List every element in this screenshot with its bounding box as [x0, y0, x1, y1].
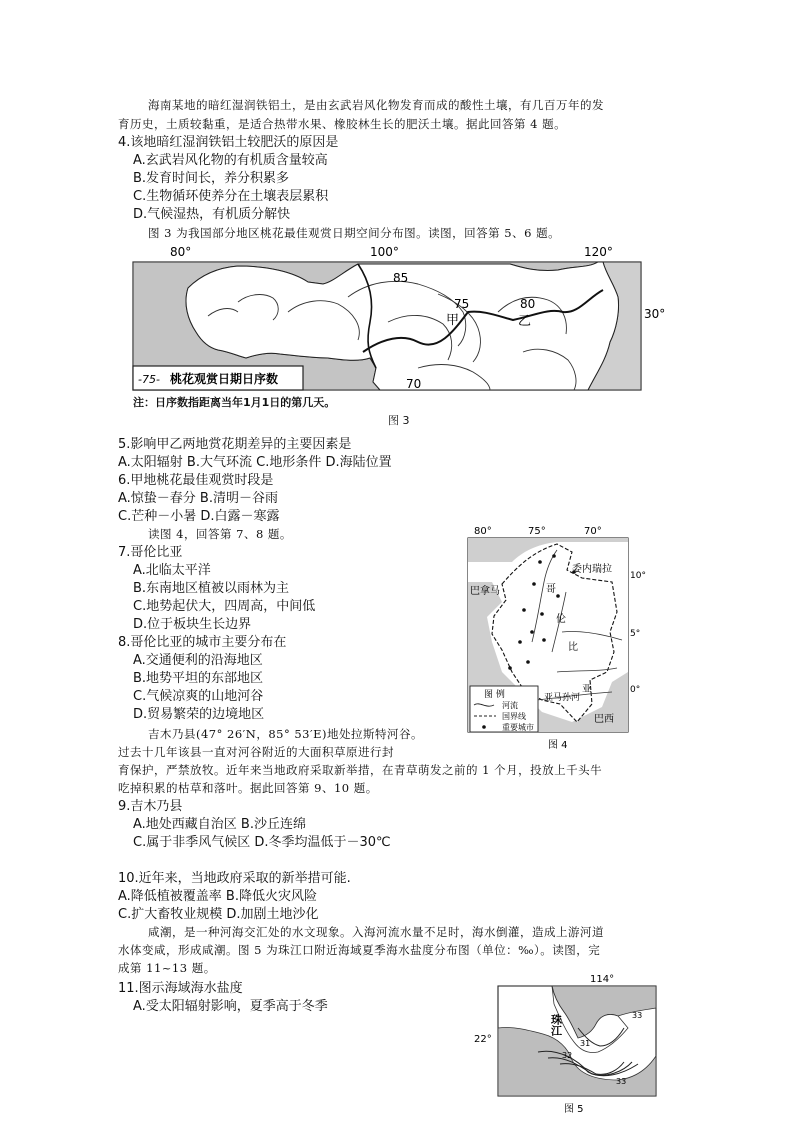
intro-text-4c: 育保护，严禁放牧。近年来当地政府采取新举措，在青草萌发之前的 1 个月，投放上千头牛	[118, 763, 603, 777]
figure-3-map	[118, 242, 678, 412]
intro-text-4d: 吃掉积累的枯草和落叶。据此回答第 9、10 题。	[118, 781, 378, 795]
fig5-iso-label: 31	[580, 1039, 591, 1048]
intro-text-5: 咸潮，是一种河海交汇处的水文现象。入海河流水量不足时，海水倒灌，造成上游河道	[148, 925, 604, 939]
fig5-lat-label: 22°	[474, 1034, 492, 1045]
fig3-isoline-label: 70	[406, 377, 422, 391]
q4-stem: 4.该地暗红湿润铁铝土较肥沃的原因是	[118, 135, 339, 150]
fig4-caption: 图 4	[548, 740, 568, 751]
q9-option: A.地处西藏自治区 B.沙丘连绵	[133, 817, 306, 832]
colombia-char: 比	[568, 642, 578, 653]
q8-option: C.气候凉爽的山地河谷	[133, 689, 264, 704]
fig5-iso-label: 33	[632, 1011, 643, 1020]
q6-stem: 6.甲地桃花最佳观赏时段是	[118, 473, 274, 488]
brazil-label: 巴西	[594, 714, 614, 725]
q5-stem: 5.影响甲乙两地赏花期差异的主要因素是	[118, 437, 352, 452]
q7-option: B.东南地区植被以雨林为主	[133, 581, 290, 596]
q11-option: A.受太阳辐射影响，夏季高于冬季	[133, 999, 328, 1014]
colombia-char: 亚	[582, 684, 592, 695]
q10-option: A.降低植被覆盖率 B.降低火灾风险	[118, 889, 317, 904]
amazon-label: 亚马孙河	[544, 693, 581, 703]
q4-option: A.玄武岩风化物的有机质含量较高	[133, 153, 328, 168]
q7-option: D.位于板块生长边界	[133, 617, 252, 632]
q8-stem: 8.哥伦比亚的城市主要分布在	[118, 635, 287, 650]
figure-4-map	[462, 522, 662, 752]
fig4-lon-label: 80°	[474, 526, 492, 537]
q8-option: D.贸易繁荣的边境地区	[133, 707, 265, 722]
place-yi: 乙	[518, 314, 532, 329]
fig4-lat-label: 5°	[630, 629, 641, 639]
fig4-legend-title: 图 例	[484, 690, 505, 700]
q9-option: C.属于非季风气候区 D.冬季均温低于－30℃	[133, 835, 391, 850]
fig4-lat-label: 10°	[630, 571, 646, 581]
fig5-iso-label: 33	[616, 1077, 627, 1086]
fig4-lat-label: 0°	[630, 685, 641, 695]
q10-option: C.扩大畜牧业规模 D.加剧土地沙化	[118, 907, 319, 922]
intro-text-5c: 成第 11~13 题。	[118, 961, 216, 975]
fig5-river-label: 珠江	[549, 1014, 563, 1036]
fig4-legend-river: 河流	[502, 701, 518, 710]
fig3-note: 注：日序数指距离当年1月1日的第几天。	[133, 396, 336, 409]
q9-stem: 9.吉木乃县	[118, 799, 183, 814]
fig3-lon-label: 120°	[584, 245, 613, 259]
fig4-legend-city: 重要城市	[502, 723, 534, 732]
q4-option: B.发育时间长，养分积累多	[133, 171, 290, 186]
colombia-char: 哥	[546, 584, 556, 595]
venezuela-label: 委内瑞拉	[572, 564, 612, 575]
intro-text-1: 海南某地的暗红湿润铁铝土，是由玄武岩风化物发育而成的酸性土壤，有几百万年的发	[148, 98, 604, 112]
figure-5-map	[468, 968, 668, 1118]
q6-option: C.芒种－小暑 D.白露－寒露	[118, 509, 280, 524]
q5-options: A.太阳辐射 B.大气环流 C.地形条件 D.海陆位置	[118, 455, 392, 470]
fig5-lon-label: 114°	[590, 974, 615, 985]
intro-text-1b: 育历史，土质较黏重，是适合热带水果、橡胶林生长的肥沃土壤。据此回答第 4 题。	[118, 117, 567, 131]
panama-label: 巴拿马	[470, 586, 500, 597]
q10-stem: 10.近年来，当地政府采取的新举措可能.	[118, 871, 351, 886]
fig3-isoline-label: 85	[393, 271, 409, 285]
colombia-char: 伦	[556, 614, 566, 625]
fig5-iso-label: 32	[562, 1051, 573, 1060]
fig3-lon-label: 80°	[170, 245, 192, 259]
q6-option: A.惊蛰－春分 B.清明－谷雨	[118, 491, 278, 506]
fig3-isoline-label: 75	[454, 297, 470, 311]
fig4-lon-label: 75°	[528, 526, 546, 537]
q7-option: C.地势起伏大，四周高，中间低	[133, 599, 316, 614]
fig3-lon-label: 100°	[370, 245, 399, 259]
fig4-legend-border: 国界线	[502, 712, 526, 721]
fig3-isoline-label: 80	[520, 297, 536, 311]
fig5-caption: 图 5	[564, 1104, 584, 1115]
fig3-caption: 图 3	[388, 414, 410, 427]
fig3-legend-symbol: -75-	[138, 373, 160, 386]
intro-text-5b: 水体变咸，形成咸潮。图 5 为珠江口附近海域夏季海水盐度分布图（单位：‰）。读图，完	[118, 943, 601, 957]
q7-stem: 7.哥伦比亚	[118, 545, 183, 560]
q4-option: C.生物循环使养分在土壤表层累积	[133, 189, 329, 204]
intro-text-4b: 过去十几年该县一直对河谷附近的大面积草原进行封	[118, 745, 394, 759]
q8-option: B.地势平坦的东部地区	[133, 671, 264, 686]
q11-stem: 11.图示海域海水盐度	[118, 981, 243, 996]
q7-option: A.北临太平洋	[133, 563, 211, 578]
place-jia: 甲	[446, 313, 460, 328]
q8-option: A.交通便利的沿海地区	[133, 653, 263, 668]
fig3-legend-label: 桃花观赏日期日序数	[170, 372, 279, 386]
intro-text-2: 图 3 为我国部分地区桃花最佳观赏日期空间分布图。读图，回答第 5、6 题。	[148, 226, 561, 240]
intro-text-4: 吉木乃县(47° 26′N，85° 53′E)地处拉斯特河谷。	[148, 727, 423, 741]
fig3-lat-label: 30°	[644, 307, 666, 321]
q4-option: D.气候湿热，有机质分解快	[133, 207, 291, 222]
intro-text-3: 读图 4，回答第 7、8 题。	[148, 527, 292, 541]
fig4-lon-label: 70°	[584, 526, 602, 537]
